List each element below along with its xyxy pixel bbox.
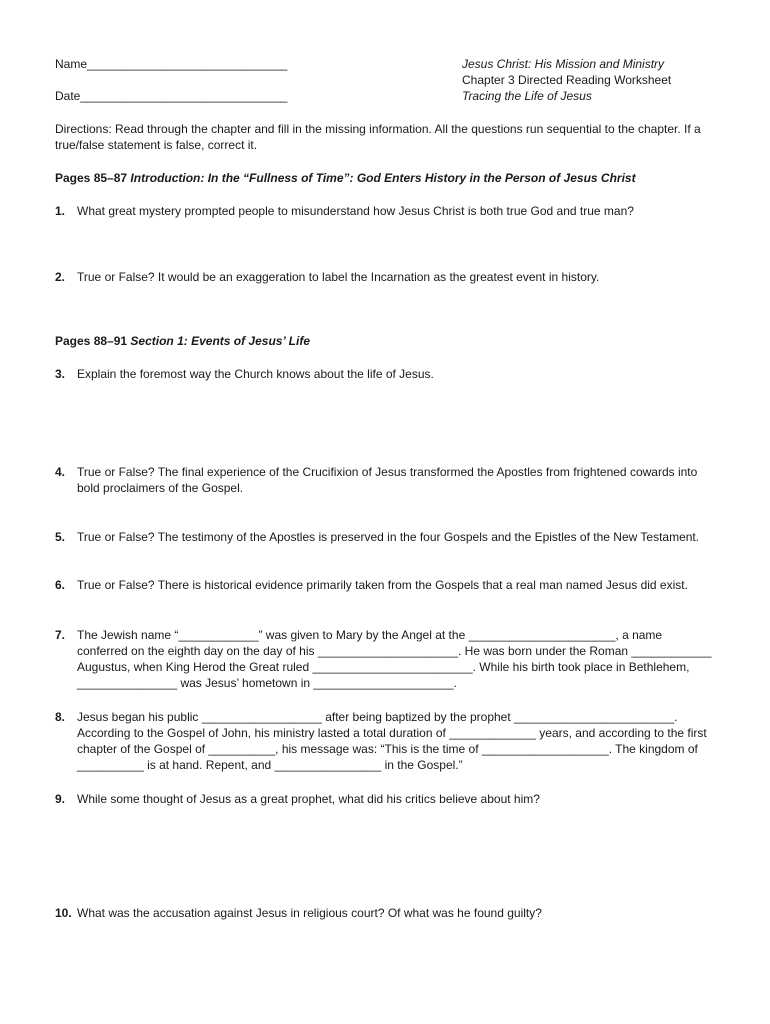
course-info: [462, 56, 722, 104]
question-number: 9.: [55, 792, 66, 806]
question-text: True or False? It would be an exaggeration to label the Incarnation as the greatest event in history.: [77, 270, 600, 284]
question-item: [55, 366, 715, 382]
section-pages: Pages 88–91: [55, 334, 131, 348]
student-info: [55, 56, 355, 104]
question-number: 2.: [55, 270, 66, 284]
question-number: 3.: [55, 367, 66, 381]
section-pages: Pages 85–87: [55, 171, 131, 185]
question-item: [55, 203, 715, 219]
question-number: 4.: [55, 465, 66, 479]
question-text: While some thought of Jesus as a great prophet, what did his critics believe about him?: [77, 792, 540, 806]
course-title: Jesus Christ: His Mission and Ministry: [462, 57, 665, 71]
directions-text: Directions: Read through the chapter and fill in the missing information. All the questions run sequential to the chapter. If a true/false statement is false, correct it.: [55, 122, 701, 152]
question-text: True or False? The final experience of the Crucifixion of Jesus transformed the Apostles from frightened cowards into bold proclaimers of the Gospel.: [77, 465, 698, 495]
section-title: Section 1: Events of Jesus’ Life: [130, 334, 311, 348]
name-field[interactable]: Name______________________________: [55, 57, 288, 71]
question-item: [55, 577, 715, 593]
question-number: 10.: [55, 906, 72, 920]
question-item: [55, 905, 715, 921]
section-heading: [55, 333, 715, 349]
question-item: [55, 269, 715, 285]
question-text: What great mystery prompted people to misunderstand how Jesus Christ is both true God and true man?: [77, 204, 634, 218]
question-number: 7.: [55, 628, 66, 642]
question-text: The Jewish name “____________” was given to Mary by the Angel at the ______________________, a name conferred on the eighth day on the day of his _____________________. He was born under the Roman ____________ Augustus, when King Herod the Great ruled ________________________. While his birth took place in Bethlehem, _______________ was Jesus’ hometown in _____________________.: [77, 628, 712, 690]
question-text: What was the accusation against Jesus in religious court? Of what was he found guilty?: [77, 906, 542, 920]
section-title: Introduction: In the “Fullness of Time”: God Enters History in the Person of Jesus Christ: [130, 171, 636, 185]
chapter-title: Chapter 3 Directed Reading Worksheet: [462, 73, 672, 87]
question-number: 5.: [55, 530, 66, 544]
question-number: 6.: [55, 578, 66, 592]
question-number: 1.: [55, 204, 66, 218]
question-item: [55, 529, 715, 545]
worksheet-subtitle: Tracing the Life of Jesus: [462, 89, 592, 103]
question-item: [55, 627, 715, 691]
question-text: Explain the foremost way the Church knows about the life of Jesus.: [77, 367, 434, 381]
question-text: True or False? There is historical evidence primarily taken from the Gospels that a real man named Jesus did exist.: [77, 578, 688, 592]
question-text: Jesus began his public __________________ after being baptized by the prophet ________________________. According to the Gospel of John, his ministry lasted a total duration of _____________ years, and according to the first chapter of the Gospel of __________, his message was: “This is the time of ___________________. The kingdom of __________ is at hand. Repent, and ________________ in the Gospel.”: [77, 710, 707, 772]
question-text: True or False? The testimony of the Apostles is preserved in the four Gospels and the Epistles of the New Testament.: [77, 530, 700, 544]
question-number: 8.: [55, 710, 66, 724]
date-field[interactable]: Date_______________________________: [55, 89, 288, 103]
question-item: [55, 464, 715, 496]
question-item: [55, 709, 715, 773]
section-heading: [55, 170, 715, 186]
question-item: [55, 791, 715, 807]
